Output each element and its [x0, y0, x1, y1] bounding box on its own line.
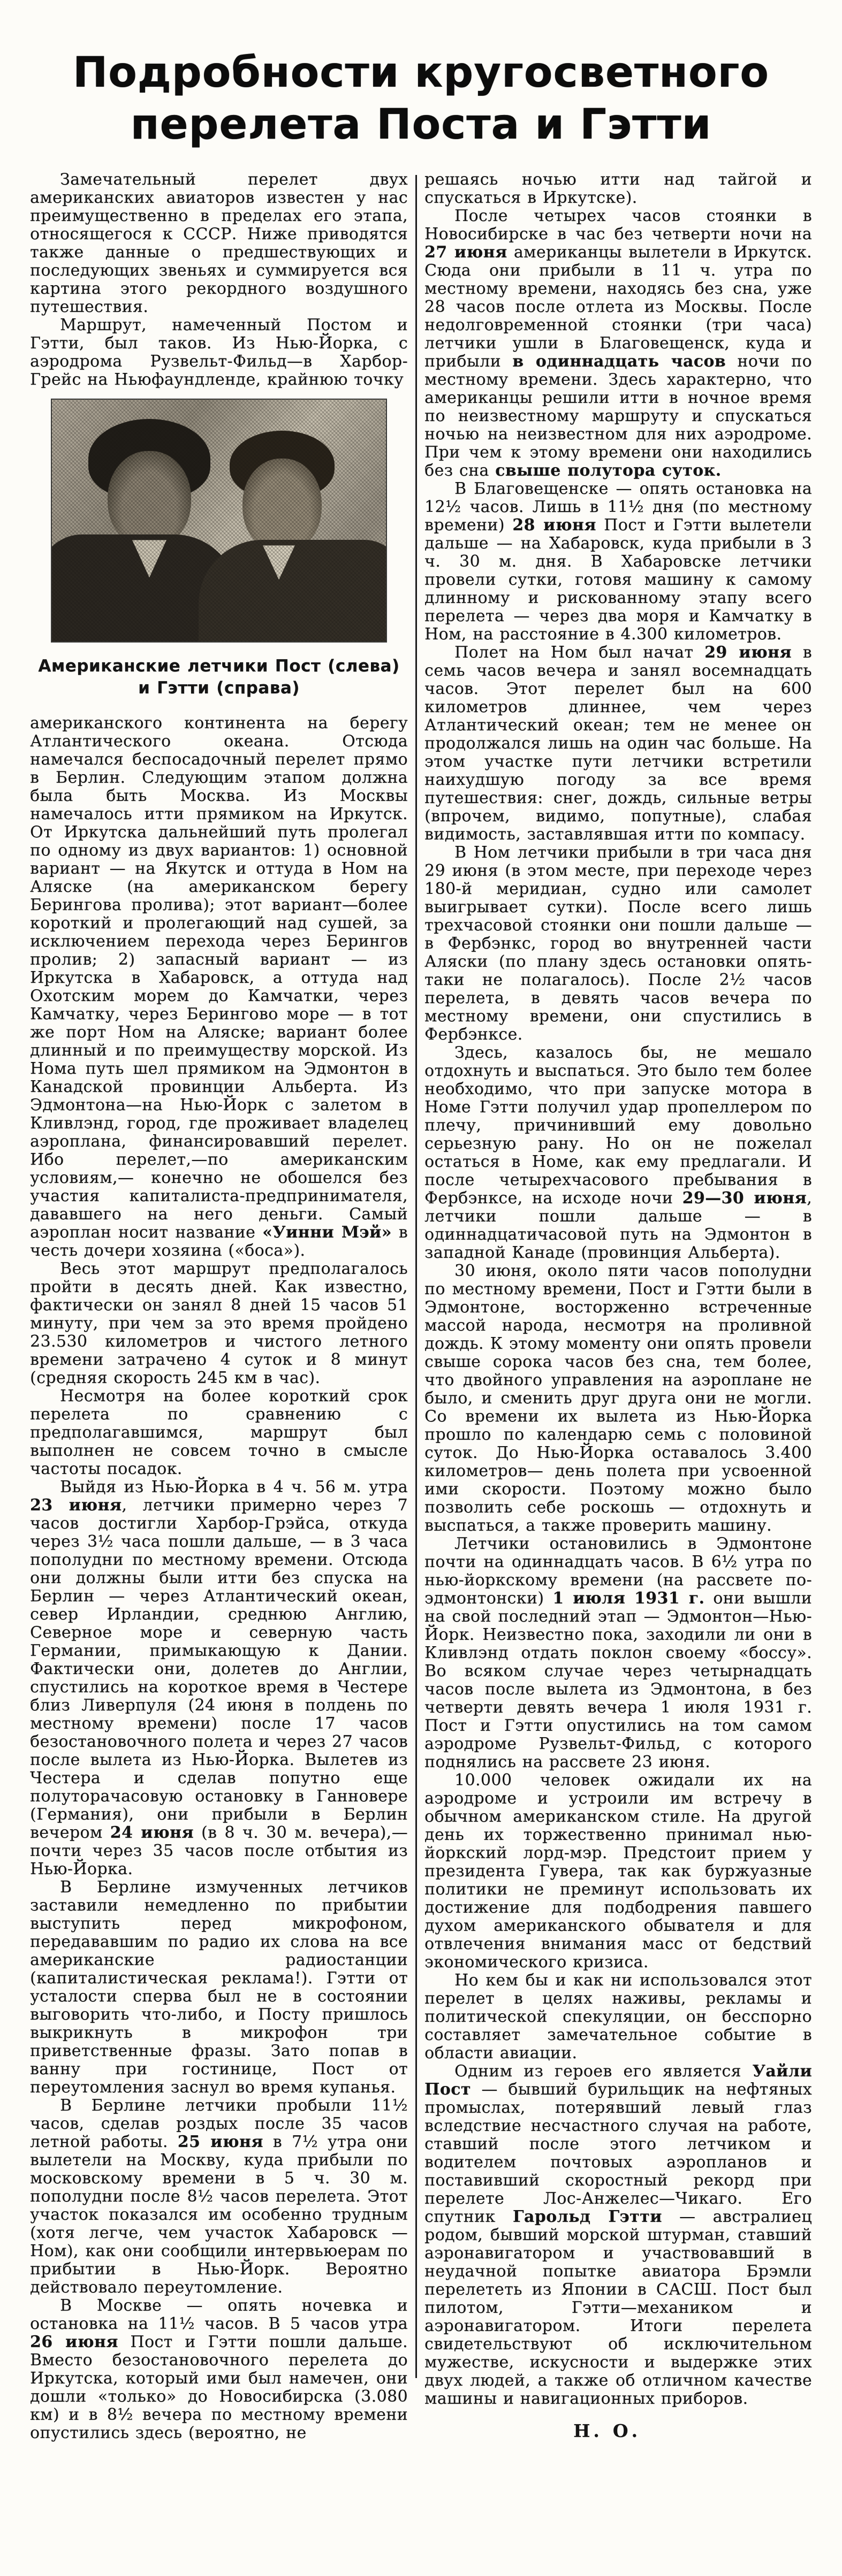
article-paragraph [424, 844, 812, 1044]
text-segment: Уайли Пост [424, 2062, 812, 2099]
text-segment: 10.000 человек ожидали их на аэродроме и устроили им встречу в обычном американском стиле. На другой день их торжественно принимал нью-йоркский лорд-мэр. Предстоит прием у президента Гувера, так как буржуазные политики не преминут использовать их достижение для подбодрения павшего духом американского обывателя и для отвлечения внимания масс от бедствий экономического кризиса. [424, 1771, 812, 1972]
article-paragraph [30, 2097, 408, 2297]
column-divider [415, 175, 417, 2378]
gatty-hair-shape [230, 431, 335, 499]
text-segment: 25 июня [177, 2132, 263, 2152]
text-segment: Летчики остановились в Эдмонтоне почти на одиннадцать часов. В 6½ утра по нью-йоркскому времени (на рассвете по-эдмонтонски) [424, 1534, 812, 1608]
article-paragraph [30, 316, 408, 389]
text-segment: 29—30 июня [682, 1189, 807, 1208]
right-column [424, 171, 812, 2442]
text-segment: Но кем бы и как ни использовался этот перелет в целях наживы, рекламы и политической спекуляции, он бесспорно составляет замечательное событие в области авиации. [424, 1971, 812, 2063]
text-segment: 27 июня [424, 243, 507, 262]
text-segment: Здесь, казалось бы, не мешало отдохнуть и выспаться. Это было тем более необходимо, что при запуске мотора в Номе Гэтти получил удар пропеллером по плечу, причинивший ему довольно серьезную рану. Но он не пожелал остаться в Номе, как ему предлагали. И после четырехчасового пребывания в Фербэнксе, на исходе ночи [424, 1043, 812, 1208]
text-segment: В Берлине измученных летчиков заставили немедленно по прибытии выступить перед микрофоном, передававшим по радио их слова на все американские радиостанции (капиталистическая реклама!). Гэтти от усталости сперва был не в состоянии выговорить что-либо, и Посту пришлось выкрикнуть в микрофон три приветственные фразы. Зато попав в ванну при гостинице, Пост от переутомления заснул во время купанья. [30, 1878, 408, 2097]
text-segment: в семь часов вечера и занял восемнадцать часов. Этот перелет был на 600 километров длиннее, чем через Атлантический океан; тем не менее он продолжался лишь на один час больше. На этом участке пути летчики встретили наихудшую погоду за все время путешествия: снег, дождь, сильные ветры (впрочем, видимо, попутные), слабая видимость, заставлявшая итти по компасу. [424, 643, 812, 844]
text-segment: решаясь ночью итти над тайгой и спускаться в Иркутске). [424, 170, 812, 208]
gatty-collar-shape [263, 545, 295, 579]
article-paragraph [424, 1771, 812, 1971]
article-paragraph [30, 1878, 408, 2097]
text-segment: американского континента на берегу Атлантического океана. Отсюда намечался беспосадочный перелет прямо в Берлин. Следующим этапом должна была быть Москва. Из Москвы намечалось итти прямиком на Иркутск. От Иркутска дальнейший путь пролегал по одному из двух вариантов: 1) основной вариант — на Якутск и оттуда в Ном на Аляске (на американском берегу Берингова пролива); этот вариант—более короткий и пролегающий над сушей, за исключением перехода через Берингов пролив; 2) запасный вариант — из Иркутска в Хабаровск, а оттуда над Охотским морем до Камчатки, через Камчатку, через Берингово море — в тот же порт Ном на Аляске; вариант более длинный и по преимуществу морской. Из Нома путь шел прямиком на Эдмонтон в Канадской провинции Альберта. Из Эдмонтона—на Нью-Йорк с залетом в Кливлэнд, город, где проживает владелец аэроплана, финансировавший перелет. Ибо перелет,—по американским условиям,— конечно не обошелся без участия капиталиста-предпринимателя, дававшего на него деньги. Самый аэроплан носит название [30, 714, 408, 1242]
gatty-face-shape [242, 458, 322, 553]
article-body [0, 171, 842, 2442]
text-segment: Пост и Гэтти пошли дальше. Вместо безостановочного перелета до Иркутска, который ими был намечен, они дошли «только» до Новосибирска (3.080 км) и в 8½ вечера по местному времени опустились здесь (вероятно, не [30, 2333, 408, 2443]
article-paragraph [30, 1260, 408, 1387]
post-collar-shape [132, 540, 166, 577]
photo-caption-line-1: Американские летчики Пост (слева) [38, 656, 400, 676]
text-segment: — австралиец родом, бывший морской штурман, ставший аэронавигатором и участвовавший в неудачной попытке авиатора Брэмли перелететь из Японии в САСШ. Пост был пилотом, Гэтти—механиком и аэронавигатором. Итоги перелета свидетельствуют об исключительном мужестве, искусности и выдержке этих двух людей, а также об отличном качестве машины и навигационных приборов. [424, 2207, 812, 2409]
article-paragraph [424, 207, 812, 480]
text-segment: (в 8 ч. 30 м. вечера),— почти через 35 часов после отбытия из Нью-Йорка. [30, 1823, 408, 1879]
text-segment: Маршрут, намеченный Постом и Гэтти, был таков. Из Нью-Йорка, с аэродрома Рузвельт-Фильд—в Харбор-Грейс на Ньюфаундленде, крайнюю точку [30, 316, 408, 389]
text-segment: В Москве — опять ночевка и остановка на 11½ часов. В 5 часов утра [30, 2296, 408, 2334]
text-segment: В Ном летчики прибыли в три часа дня 29 июня (в этом месте, при переходе через 180-й меридиан, судно или самолет выигрывает сутки). После всего лишь трехчасовой стоянки они пошли дальше — в Фербэнкс, город во внутренней части Аляски (по плану здесь остановки опять-таки не полагалось). После 2½ часов перелета, в девять часов вечера по местному времени, они спустились в Фербэнксе. [424, 843, 812, 1044]
text-segment: «Уинни Мэй» [262, 1223, 392, 1242]
photo-caption-line-2: и Гэтти (справа) [138, 678, 300, 698]
text-segment: Несмотря на более короткий срок перелета по сравнению с предполагавшимся, маршрут был выполнен не совсем точно в смысле частоты посадок. [30, 1387, 408, 1479]
article-paragraph [424, 1971, 812, 2062]
text-segment: Замечательный перелет двух американских авиаторов известен у нас преимущественно в пределах его этапа, относящегося к СССР. Ниже приводятся также данные о предшествующих и последующих звеньях и суммируется вся картина этого рекордного воздушного путешествия. [30, 170, 408, 317]
article-headline [48, 0, 794, 150]
text-segment: — бывший бурильщик на нефтяных промыслах, потерявший левый глаз вследствие несчастного случая на работе, ставший после этого летчиком и водителем почтовых аэропланов и поставивший скоростный рекорд при перелете Лос-Анжелес—Чикаго. Его спутник [424, 2080, 812, 2227]
text-segment: 24 июня [110, 1823, 194, 1843]
article-paragraph [30, 714, 408, 1260]
left-column [30, 171, 408, 2442]
post-suit-shape [51, 534, 238, 643]
headline-line-2: перелета Поста и Гэтти [130, 100, 712, 149]
post-hair-shape [88, 419, 210, 499]
article-paragraph [424, 644, 812, 844]
text-segment: ночи по местному времени. Здесь характерно, что американцы решили итти в ночное время по неизвестному маршруту и спускаться ночью на неизвестном для них аэродроме. При чем к этому времени они находились без сна [424, 352, 812, 480]
article-paragraph [30, 2297, 408, 2442]
aviators-photo [51, 399, 387, 643]
text-segment: они вышли на свой последний этап — Эдмонтон—Нью-Йорк. Неизвестно пока, заходили ли они в Кливлэнд отдать поклон своему «боссу». Во всяком случае через четырнадцать часов после вылета из Эдмонтона, в без четверти девять вечера 1 июля 1931 г. Пост и Гэтти опустились на том самом аэродроме Рузвельт-Фильд, с которого поднялись на рассвете 23 июня. [424, 1589, 812, 1772]
text-segment: В Благовещенске — опять остановка на 12½ часов. Лишь в 11½ дня (по местному времени) [424, 479, 812, 535]
text-segment: 29 июня [704, 643, 792, 662]
text-segment: , летчики примерно через 7 часов достигли Харбор-Грэйса, откуда через 3½ часа пошли дальше, — в 3 часа пополудни по местному времени. Отсюда они должны были итти без спуска на Берлин — через Атлантический океан, север Ирландии, среднюю Англию, Северное море и северную часть Германии, примыкающую к Дании. Фактически они, долетев до Англии, спустились на короткое время в Честере близ Ливерпуля (24 июня в полдень по местному времени) после 17 часов безостановочного полета и через 27 часов после вылета из Нью-Йорка. Вылетев из Честера и сделав попутно еще полуторачасовую остановку в Ганновере (Германия), они прибыли в Берлин вечером [30, 1496, 408, 1843]
article-paragraph [424, 171, 812, 207]
left-column-text-top [30, 171, 408, 389]
text-segment: в одиннадцать часов [512, 352, 726, 371]
photo-figure [30, 399, 408, 699]
article-paragraph [30, 1478, 408, 1878]
article-paragraph [424, 2062, 812, 2408]
photo-caption [30, 655, 408, 699]
article-paragraph [424, 480, 812, 644]
post-face-shape [108, 451, 191, 548]
article-paragraph [424, 1262, 812, 1535]
left-column-text-bottom [30, 714, 408, 2442]
text-segment: После четырех часов стоянки в Новосибирске в час без четверти ночи на [424, 207, 812, 244]
text-segment: свыше полутора суток. [495, 461, 722, 480]
text-segment: 30 июня, около пяти часов пополудни по местному времени, Пост и Гэтти были в Эдмонтоне, восторженно встреченные массой народа, несмотря на проливной дождь. К этому моменту они опять провели свыше сорока часов без сна, тем более, что двойного управления на аэроплане не было, и сменить друг друга они не могли. Со времени их вылета из Нью-Йорка прошло по календарю семь с половиной суток. До Нью-Йорка оставалось 3.400 километров— день полета при усвоенной ими скорости. Поэтому можно было позволить себе роскошь — отдохнуть и выспаться, а также проверить машину. [424, 1262, 812, 1535]
article-paragraph [424, 1044, 812, 1262]
text-segment: 1 июля 1931 г. [552, 1589, 705, 1608]
article-paragraph [424, 1535, 812, 1771]
text-segment: В Берлине летчики пробыли 11½ часов, сделав роздых после 35 часов летной работы. [30, 2096, 408, 2152]
text-segment: в честь дочери хозяина («боса»). [30, 1223, 408, 1260]
text-segment: , летчики пошли дальше — в одиннадцатичасовой путь на Эдмонтон в западной Канаде (провинция Альберта). [424, 1189, 812, 1263]
article-paragraph [30, 1387, 408, 1478]
text-segment: в 7½ утра они вылетели на Москву, куда прибыли по московскому времени в 5 ч. 30 м. пополудни после 8½ часов перелета. Этот участок показался им особенно трудным (хотя легче, чем участок Хабаровск — Ном), как они сообщили интервьюерам по прибытии в Нью-Йорк. Вероятно действовало переутомление. [30, 2132, 408, 2297]
text-segment: американцы вылетели в Иркутск. Сюда они прибыли в 11 ч. утра по местному времени, находясь без сна, уже 28 часов после отлета из Москвы. После недолговременной стоянки (три часа) летчики ушли в Благовещенск, куда и прибыли [424, 243, 812, 371]
right-column-text [424, 171, 812, 2408]
gatty-suit-shape [199, 540, 387, 643]
author-initials: Н. О. [573, 2420, 641, 2442]
text-segment: Весь этот маршрут предполагалось пройти в десять дней. Как известно, фактически он занял 8 дней 15 часов 51 минуту, при чем за это время пройдено 23.530 километров и чистого летного времени затрачено 4 суток и 8 минут (средняя скорость 245 км в час). [30, 1259, 408, 1388]
text-segment: 28 июня [512, 516, 596, 535]
text-segment: Одним из героев его является [454, 2062, 753, 2081]
text-segment: Выйдя из Нью-Йорка в 4 ч. 56 м. утра [60, 1478, 408, 1497]
text-segment: Гарольд Гэтти [512, 2207, 662, 2227]
text-segment: Полет на Ном был начат [454, 643, 705, 662]
text-segment: 23 июня [30, 1496, 122, 1515]
article-paragraph [30, 171, 408, 316]
text-segment: 26 июня [30, 2333, 118, 2352]
text-segment: Пост и Гэтти вылетели дальше — на Хабаровск, куда прибыли в 3 ч. 30 м. дня. В Хабаровске летчики провели сутки, готовя машину к самому длинному и рискованному этапу всего перелета — через два моря и Камчатку в Ном, на расстояние в 4.300 километров. [424, 516, 812, 644]
headline-line-1: Подробности кругосветного [73, 49, 769, 97]
